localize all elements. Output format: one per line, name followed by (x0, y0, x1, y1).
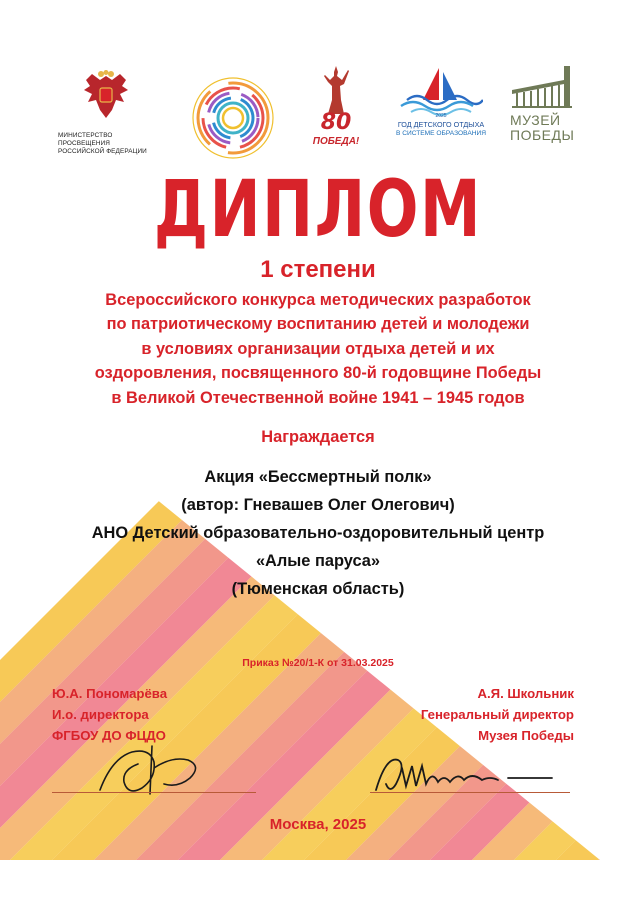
contest-line: по патриотическому воспитанию детей и молодежи (106, 315, 530, 334)
museum-line2: ПОБЕДЫ (510, 127, 575, 143)
contest-line: в Великой Отечественной войне 1941 – 1945 годов (111, 388, 525, 407)
year-of-rest-year: 2025 (435, 113, 447, 119)
diploma-degree: 1 степени (260, 256, 376, 283)
left-signature-line (52, 792, 256, 793)
contest-line: в условиях организации отдыха детей и их (141, 339, 495, 358)
center-logo (191, 76, 275, 160)
victory-word: ПОБЕДА! (312, 136, 360, 147)
contest-description (60, 288, 576, 410)
right-signatory (360, 683, 574, 746)
recipient-line: Акция «Бессмертный полк» (204, 468, 432, 486)
right-signatory-position: Генеральный директор (420, 707, 574, 722)
year-of-rest-logo (393, 66, 489, 150)
ministry-caption-line2: РОССИЙСКОЙ ФЕДЕРАЦИИ (58, 148, 147, 155)
order-number: Приказ №20/1-К от 31.03.2025 (242, 657, 394, 669)
motherland-statue-icon (322, 64, 350, 116)
year-of-rest-line2: В СИСТЕМЕ ОБРАЗОВАНИЯ (395, 130, 487, 137)
concentric-rings-icon (191, 76, 275, 160)
awarded-label: Награждается (261, 428, 375, 446)
right-signatory-name: А.Я. Школьник (477, 686, 574, 701)
right-signature-line (370, 792, 570, 793)
double-headed-eagle-icon (82, 70, 130, 122)
recipient-line: «Алые паруса» (255, 552, 381, 570)
year-of-rest-line1: ГОД ДЕТСКОГО ОТДЫХА (397, 120, 485, 129)
contest-line: оздоровления, посвященного 80-й годовщине Победы (94, 364, 542, 383)
left-signatory (52, 683, 272, 746)
recipient-line: (Тюменская область) (231, 580, 405, 598)
victory-number: 80 (320, 110, 352, 135)
left-signatory-position: И.о. директора (52, 707, 149, 722)
left-signatory-organization: ФГБОУ ДО ФЦДО (52, 728, 166, 743)
city-year: Москва, 2025 (269, 816, 367, 833)
victory-80-logo (312, 64, 358, 154)
contest-line: Всероссийского конкурса методических разработок (105, 291, 531, 309)
left-handwritten-signature (92, 738, 222, 800)
ministry-caption-line1: МИНИСТЕРСТВО ПРОСВЕЩЕНИЯ (58, 132, 113, 147)
right-handwritten-signature (372, 750, 556, 796)
recipient-line: (автор: Гневашев Олег Олегович) (181, 496, 455, 514)
museum-line1: МУЗЕЙ (510, 112, 561, 128)
museum-logo (506, 66, 578, 150)
colonnade-icon (510, 66, 574, 108)
left-signatory-name: Ю.А. Пономарёва (52, 686, 168, 701)
ministry-logo (58, 70, 166, 160)
background-stripe (598, 300, 636, 860)
right-signatory-organization: Музея Победы (478, 728, 574, 743)
recipient-line: АНО Детский образовательно-оздоровительный центр (91, 524, 545, 542)
recipient-block (60, 463, 576, 603)
sail-waves-icon (399, 66, 483, 118)
diploma-title: ДИПЛОМ (153, 165, 483, 255)
